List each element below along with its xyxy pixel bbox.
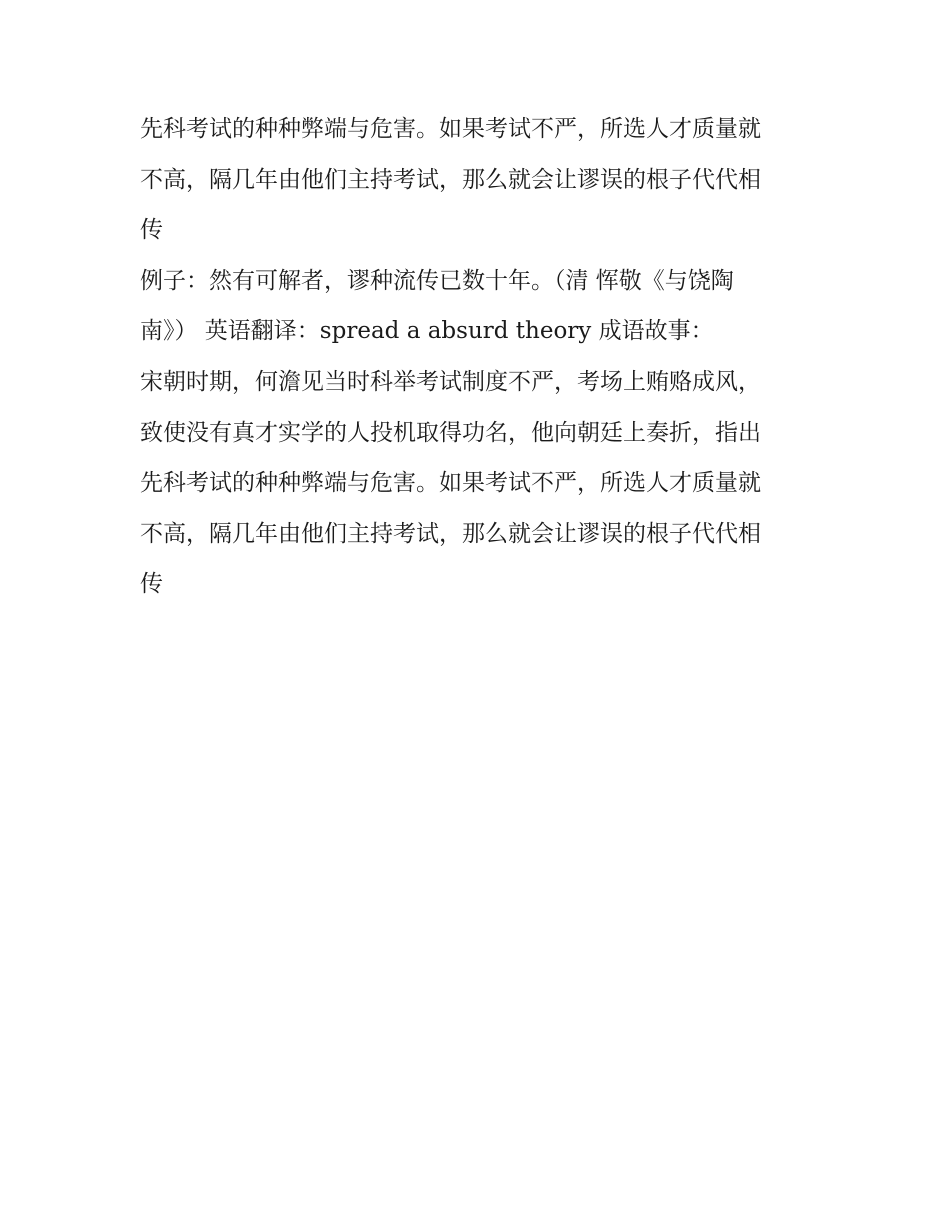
- text-line-6: 宋朝时期，何澹见当时科举考试制度不严，考场上贿赂成风，: [140, 368, 761, 395]
- text-line-5: 南》） 英语翻译：spread a absurd theory 成语故事：: [140, 318, 714, 345]
- document-body: [140, 104, 815, 610]
- text-line-2: 不高，隔几年由他们主持考试，那么就会让谬误的根子代代相: [140, 166, 761, 193]
- text-line-10: 传: [140, 571, 163, 598]
- text-line-3: 传: [140, 217, 163, 244]
- text-line-1: 先科考试的种种弊端与危害。如果考试不严，所选人才质量就: [140, 116, 761, 142]
- text-line-9: 不高，隔几年由他们主持考试，那么就会让谬误的根子代代相: [140, 520, 761, 547]
- text-line-8: 先科考试的种种弊端与危害。如果考试不严，所选人才质量就: [140, 470, 761, 497]
- text-line-4: 例子：然有可解者，谬种流传已数十年。（清 恽敬《与饶陶: [140, 267, 734, 294]
- text-line-7: 致使没有真才实学的人投机取得功名，他向朝廷上奏折，指出: [140, 419, 761, 446]
